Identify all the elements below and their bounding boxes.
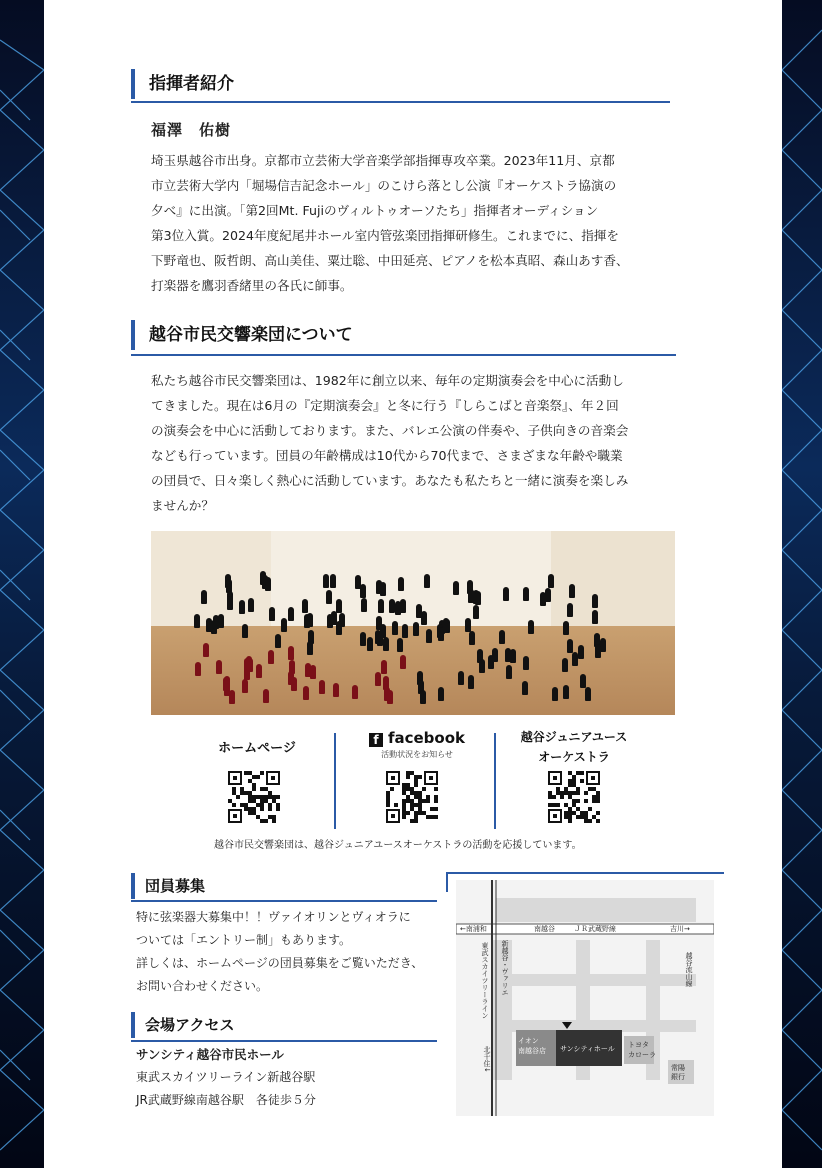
orchestra-member bbox=[229, 690, 235, 704]
orchestra-member bbox=[201, 590, 207, 604]
qr-finder bbox=[386, 771, 400, 785]
qr-module bbox=[584, 791, 588, 795]
qr-finder bbox=[228, 771, 242, 785]
orchestra-member bbox=[375, 672, 381, 686]
orchestra-member bbox=[361, 598, 367, 612]
facebook-sub: 活動状況をお知らせ bbox=[381, 750, 453, 759]
orchestra-member bbox=[438, 687, 444, 701]
qr-module bbox=[434, 815, 438, 819]
orchestra-member bbox=[402, 624, 408, 638]
orchestra-member bbox=[424, 574, 430, 588]
map-label-aeon-sub: 南越谷店 bbox=[518, 1047, 546, 1055]
orchestra-member bbox=[305, 663, 311, 677]
about-line: の演奏会を中心に活動しております。また、バレエ公演の伴奏や、子供向きの音楽会 bbox=[151, 423, 629, 438]
access-lines bbox=[136, 1066, 436, 1112]
orchestra-member bbox=[246, 656, 252, 670]
orchestra-member bbox=[268, 650, 274, 664]
orchestra-member bbox=[398, 577, 404, 591]
orchestra-member bbox=[248, 598, 254, 612]
orchestra-member bbox=[567, 639, 573, 653]
map-label-suncity: サンシティホール bbox=[560, 1045, 615, 1053]
orchestra-member bbox=[326, 590, 332, 604]
orchestra-member bbox=[523, 656, 529, 670]
orchestra-member bbox=[420, 690, 426, 704]
orchestra-member bbox=[475, 591, 481, 605]
orchestra-member bbox=[492, 648, 498, 662]
qr-module bbox=[276, 807, 280, 811]
junior-label-2: オーケストラ bbox=[538, 750, 610, 764]
orchestra-member bbox=[523, 587, 529, 601]
facebook-label: facebook bbox=[387, 729, 466, 747]
orchestra-member bbox=[580, 674, 586, 688]
junior-orchestra-link[interactable] bbox=[514, 728, 634, 765]
qr-module bbox=[260, 771, 264, 775]
orchestra-member bbox=[383, 637, 389, 651]
orchestra-member bbox=[400, 655, 406, 669]
orchestra-member bbox=[378, 599, 384, 613]
orchestra-member bbox=[569, 584, 575, 598]
orchestra-member bbox=[413, 622, 419, 636]
orchestra-member bbox=[336, 599, 342, 613]
homepage-label: ホームページ bbox=[218, 741, 296, 756]
orchestra-member bbox=[260, 571, 266, 585]
orchestra-member bbox=[203, 643, 209, 657]
qr-module bbox=[406, 775, 410, 779]
orchestra-photo bbox=[151, 531, 675, 715]
junior-qr-code[interactable] bbox=[548, 771, 600, 823]
map-frame-top bbox=[446, 872, 724, 874]
orchestra-member bbox=[499, 630, 505, 644]
orchestra-member bbox=[223, 677, 229, 691]
recruit-line: ついては「エントリー制」もあります。 bbox=[136, 933, 352, 947]
about-heading: 越谷市民交響楽団について bbox=[131, 320, 353, 350]
orchestra-member bbox=[426, 629, 432, 643]
orchestra-member bbox=[355, 575, 361, 589]
junior-label-1: 越谷ジュニアユース bbox=[520, 730, 628, 744]
orchestra-member bbox=[194, 614, 200, 628]
facebook-qr-code[interactable] bbox=[386, 771, 438, 823]
qr-module bbox=[260, 807, 264, 811]
orchestra-member bbox=[479, 659, 485, 673]
orchestra-member bbox=[331, 611, 337, 625]
map-label-tobu-line: 東武スカイツリーライン bbox=[481, 942, 489, 1019]
orchestra-member bbox=[256, 664, 262, 678]
qr-module bbox=[434, 807, 438, 811]
homepage-link[interactable] bbox=[202, 737, 312, 756]
map-label-minami-koshigaya: 南越谷 bbox=[534, 925, 555, 933]
map-label-road: 越谷流山線 bbox=[685, 952, 693, 987]
qr-module bbox=[236, 795, 240, 799]
about-text bbox=[151, 368, 681, 518]
map-label-toyota: トヨタ bbox=[628, 1041, 649, 1049]
recruit-heading-rule bbox=[131, 900, 437, 902]
access-map bbox=[456, 880, 714, 1116]
bio-line: 埼玉県越谷市出身。京都市立芸術大学音楽学部指揮専攻卒業。2023年11月、京都 bbox=[151, 153, 615, 168]
orchestra-member bbox=[381, 660, 387, 674]
qr-module bbox=[576, 799, 580, 803]
orchestra-member bbox=[330, 574, 336, 588]
recruit-line: お問い合わせください。 bbox=[136, 979, 269, 993]
orchestra-member bbox=[242, 624, 248, 638]
orchestra-member bbox=[392, 621, 398, 635]
orchestra-member bbox=[387, 690, 393, 704]
orchestra-member bbox=[376, 580, 382, 594]
orchestra-member bbox=[468, 675, 474, 689]
qr-module bbox=[386, 803, 390, 807]
hall-wall-center bbox=[271, 531, 551, 626]
orchestra-member bbox=[288, 607, 294, 621]
qr-module bbox=[426, 799, 430, 803]
qr-module bbox=[552, 795, 556, 799]
qr-module bbox=[390, 787, 394, 791]
orchestra-member bbox=[195, 662, 201, 676]
qr-module bbox=[422, 787, 426, 791]
orchestra-member bbox=[506, 665, 512, 679]
access-line: JR武蔵野線南越谷駅 各徒歩５分 bbox=[136, 1093, 316, 1107]
orchestra-member bbox=[352, 685, 358, 699]
orchestra-member bbox=[563, 621, 569, 635]
qr-module bbox=[252, 787, 256, 791]
recruit-heading: 団員募集 bbox=[131, 873, 205, 899]
orchestra-member bbox=[503, 587, 509, 601]
homepage-qr-code[interactable] bbox=[228, 771, 280, 823]
orchestra-member bbox=[206, 618, 212, 632]
orchestra-member bbox=[323, 574, 329, 588]
qr-module bbox=[596, 799, 600, 803]
orchestra-member bbox=[562, 658, 568, 672]
page bbox=[44, 0, 782, 1168]
orchestra-member bbox=[216, 660, 222, 674]
orchestra-member bbox=[473, 605, 479, 619]
about-line: ませんか？ bbox=[151, 498, 214, 513]
link-divider bbox=[334, 733, 336, 829]
orchestra-member bbox=[395, 601, 401, 615]
orchestra-member bbox=[552, 687, 558, 701]
map-label-north: 北千住↓ bbox=[483, 1046, 491, 1073]
access-line: 東武スカイツリーライン新越谷駅 bbox=[136, 1070, 316, 1084]
orchestra-member bbox=[469, 631, 475, 645]
qr-finder bbox=[266, 771, 280, 785]
orchestra-member bbox=[453, 581, 459, 595]
qr-module bbox=[406, 811, 410, 815]
orchestra-member bbox=[281, 618, 287, 632]
orchestra-member bbox=[585, 687, 591, 701]
bio-line: 打楽器を鷹羽香緒里の各氏に師事。 bbox=[151, 278, 353, 293]
about-heading-rule bbox=[131, 354, 676, 356]
orchestra-member bbox=[443, 618, 449, 632]
bio-line: 市立芸術大学内「堀場信吉記念ホール」のこけら落とし公演『オーケストラ協演の bbox=[151, 178, 617, 193]
orchestra-member bbox=[360, 632, 366, 646]
orchestra-member bbox=[592, 610, 598, 624]
orchestra-member bbox=[333, 683, 339, 697]
orchestra-member bbox=[213, 615, 219, 629]
venue-name: サンシティ越谷市民ホール bbox=[136, 1047, 284, 1062]
conductor-bio bbox=[151, 148, 681, 298]
bio-line: 夕べ』に出演。「第2回Mt. Fujiのヴィルトゥオーソたち」指揮者オーディション bbox=[151, 203, 599, 218]
map-label-toyota-sub: カローラ bbox=[628, 1051, 656, 1059]
right-decorative-border bbox=[782, 0, 822, 1168]
qr-module bbox=[434, 787, 438, 791]
qr-finder bbox=[228, 809, 242, 823]
orchestra-member bbox=[397, 638, 403, 652]
about-line: の団員で、日々楽しく熱心に活動しています。あなたも私たちと一緒に演奏を楽しみ bbox=[151, 473, 629, 488]
orchestra-member bbox=[468, 589, 474, 603]
qr-module bbox=[584, 799, 588, 803]
recruit-line: 詳しくは、ホームページの団員募集をご覧いただき、 bbox=[136, 956, 424, 970]
orchestra-member bbox=[288, 646, 294, 660]
left-pattern bbox=[0, 0, 44, 1168]
orchestra-member bbox=[563, 685, 569, 699]
orchestra-member bbox=[275, 634, 281, 648]
qr-module bbox=[256, 775, 260, 779]
qr-module bbox=[402, 815, 406, 819]
qr-module bbox=[588, 807, 592, 811]
map-label-shinkoshigaya: 新越谷・ヴァリエ bbox=[501, 940, 509, 996]
map-label-aeon: イオン bbox=[518, 1037, 539, 1045]
map-frame-left bbox=[446, 872, 448, 892]
qr-module bbox=[394, 803, 398, 807]
orchestra-member bbox=[239, 600, 245, 614]
right-pattern bbox=[782, 0, 822, 1168]
qr-finder bbox=[548, 771, 562, 785]
qr-module bbox=[414, 819, 418, 823]
about-line: 私たち越谷市民交響楽団は、1982年に創立以来、毎年の定期演奏会を中心に活動し bbox=[151, 373, 624, 388]
map-label-yoshikawa: 吉川→ bbox=[670, 925, 690, 933]
access-heading-rule bbox=[131, 1040, 437, 1042]
qr-module bbox=[588, 819, 592, 823]
access-heading: 会場アクセス bbox=[131, 1012, 235, 1038]
left-decorative-border bbox=[0, 0, 44, 1168]
qr-module bbox=[568, 819, 572, 823]
map-label-jr-line: ＪＲ武蔵野線 bbox=[574, 925, 616, 933]
qr-finder bbox=[386, 809, 400, 823]
qr-module bbox=[268, 807, 272, 811]
orchestra-member bbox=[528, 620, 534, 634]
map-label-minami-urawa: ←南浦和 bbox=[460, 925, 487, 933]
orchestra-member bbox=[319, 680, 325, 694]
qr-module bbox=[414, 783, 418, 787]
qr-module bbox=[556, 803, 560, 807]
recruit-line: 特に弦楽器大募集中！！ヴァイオリンとヴィオラに bbox=[136, 910, 411, 924]
qr-module bbox=[264, 819, 268, 823]
orchestra-member bbox=[578, 645, 584, 659]
qr-module bbox=[232, 803, 236, 807]
orchestra-member bbox=[505, 648, 511, 662]
conductor-name: 福澤 佑樹 bbox=[151, 121, 232, 139]
orchestra-member bbox=[263, 689, 269, 703]
map-label-bank-sub: 銀行 bbox=[671, 1073, 685, 1081]
orchestra-member bbox=[458, 671, 464, 685]
orchestra-member bbox=[376, 616, 382, 630]
about-line: てきました。現在は6月の『定期演奏会』と冬に行う『しらこばと音楽祭』、年２回 bbox=[151, 398, 619, 413]
map-label-bank: 常陽 bbox=[671, 1064, 685, 1072]
conductor-heading-rule bbox=[131, 101, 670, 103]
qr-finder bbox=[548, 809, 562, 823]
recruit-text bbox=[136, 906, 456, 998]
facebook-icon: f bbox=[369, 733, 383, 747]
qr-module bbox=[596, 819, 600, 823]
orchestra-member bbox=[289, 660, 295, 674]
orchestra-member bbox=[548, 574, 554, 588]
orchestra-member bbox=[302, 599, 308, 613]
qr-module bbox=[580, 771, 584, 775]
qr-finder bbox=[424, 771, 438, 785]
orchestra-member bbox=[307, 613, 313, 627]
orchestra-member bbox=[416, 604, 422, 618]
qr-module bbox=[418, 775, 422, 779]
conductor-heading: 指揮者紹介 bbox=[131, 69, 234, 99]
support-note: 越谷市民交響楽団は、越谷ジュニアユースオーケストラの活動を応援しています。 bbox=[214, 840, 582, 851]
orchestra-member bbox=[303, 686, 309, 700]
qr-module bbox=[580, 779, 584, 783]
bio-line: 第3位入賞。2024年度紀尾井ホール室内管弦楽団指揮研修生。これまでに、指揮を bbox=[151, 228, 619, 243]
orchestra-member bbox=[540, 592, 546, 606]
about-line: なども行っています。団員の年齢構成は10代から70代まで、さまざまな年齢や職業 bbox=[151, 448, 623, 463]
qr-module bbox=[272, 819, 276, 823]
orchestra-member bbox=[242, 679, 248, 693]
orchestra-member bbox=[595, 644, 601, 658]
qr-module bbox=[276, 795, 280, 799]
bio-line: 下野竜也、阪哲朗、高山美佳、粟辻聡、中田延亮、ピアノを松本真昭、森山あす香、 bbox=[151, 253, 629, 268]
orchestra-member bbox=[307, 641, 313, 655]
orchestra-member bbox=[227, 596, 233, 610]
orchestra-member bbox=[567, 603, 573, 617]
orchestra-member bbox=[367, 637, 373, 651]
orchestra-member bbox=[269, 607, 275, 621]
orchestra-member bbox=[522, 681, 528, 695]
qr-module bbox=[560, 795, 564, 799]
facebook-link[interactable] bbox=[362, 729, 472, 760]
qr-module bbox=[596, 811, 600, 815]
qr-module bbox=[576, 791, 580, 795]
link-divider bbox=[494, 733, 496, 829]
qr-module bbox=[434, 799, 438, 803]
qr-finder bbox=[586, 771, 600, 785]
orchestra-member bbox=[465, 618, 471, 632]
orchestra-member bbox=[592, 594, 598, 608]
